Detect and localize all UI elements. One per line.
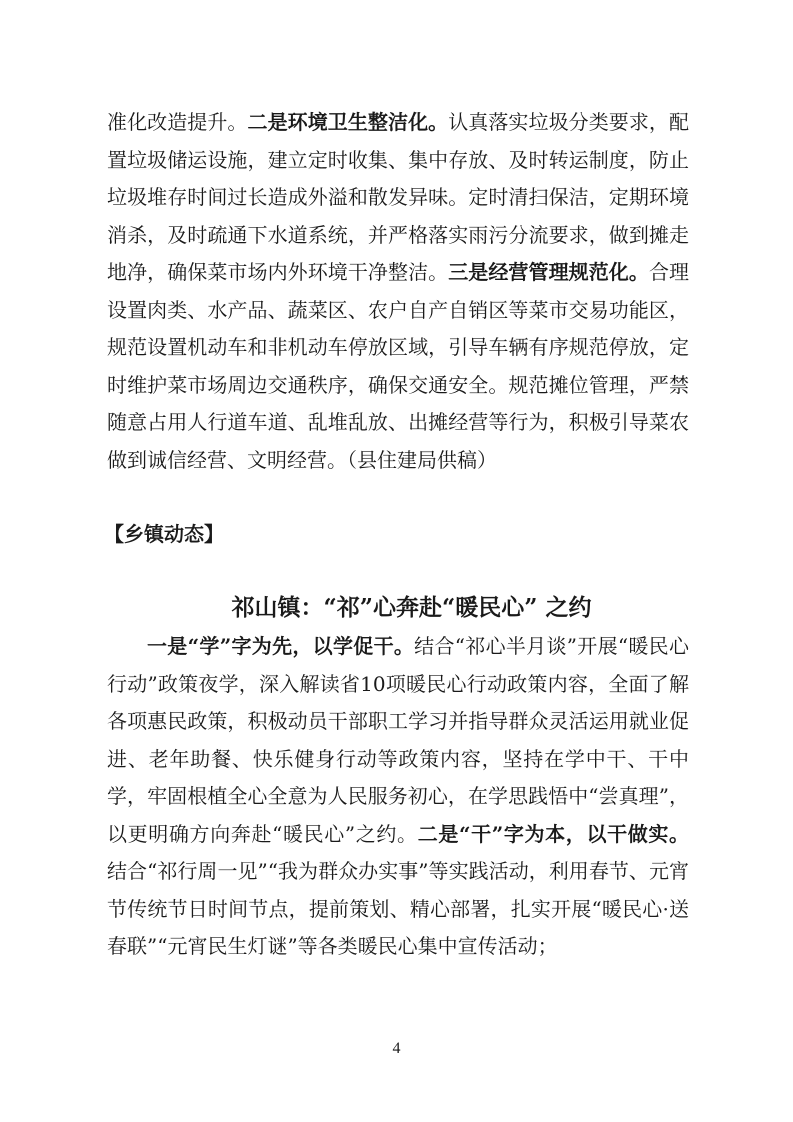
body-paragraph-2 — [107, 628, 689, 966]
paragraph-text: 认真落实垃圾分类要求，配置垃圾储运设施，建立定时收集、集中存放、及时转运制度，防止垃圾堆存时间过长造成外溢和散发异味。定时清扫保洁，定期环境消杀，及时疏通下水道系统，并严格落实雨污分流要求，做到摊走地净，确保菜市场内外环境干净整洁。 — [107, 110, 690, 284]
paragraph-text: 结合“祁行周一见”“我为群众办实事”等实践活动，利用春节、元宵节传统节日时间节点，提前策划、精心部署，扎实开展“暖民心·送春联”“元宵民生灯谜”等各类暖民心集中宣传活动； — [107, 859, 689, 958]
paragraph-text: 准化改造提升。 — [107, 110, 248, 134]
bold-heading-action: 二是“干”字为本，以干做实。 — [417, 821, 690, 846]
paragraph-text: 合理设置肉类、水产品、蔬菜区、农户自产自销区等菜市交易功能区，规范设置机动车和非机动车停放区域，引导车辆有序规范停放，定时维护菜市场周边交通秩序，确保交通安全。规范摊位管理，严禁随意占用人行道车道、乱堆乱放、出摊经营等行为，积极引导菜农做到诚信经营、文明经营。（县住建局供稿） — [107, 260, 690, 472]
bold-heading-management: 三是经营管理规范化。 — [448, 260, 649, 284]
section-tag: 【乡镇动态】 — [104, 522, 224, 546]
paragraph-text: 结合“祁心半月谈”开展“暖民心行动”政策夜学，深入解读省10项暖民心行动政策内容，全面了解各项惠民政策，积极动员干部职工学习并指导群众灵活运用就业促进、老年助餐、快乐健身行动等政策内容，坚持在学中干、干中学，牢固根植全心全意为人民服务初心，在学思践悟中“尝真理”，以更明确方向奔赴“暖民心”之约。 — [107, 634, 689, 846]
page-number: 4 — [392, 1040, 401, 1057]
body-paragraph-1 — [107, 104, 689, 479]
article-headline: 祁山镇：“祁”心奔赴“暖民心” 之约 — [231, 594, 592, 621]
bold-heading-study: 一是“学”字为先，以学促干。 — [147, 634, 415, 658]
bold-heading-environment: 二是环境卫生整洁化。 — [247, 110, 449, 134]
